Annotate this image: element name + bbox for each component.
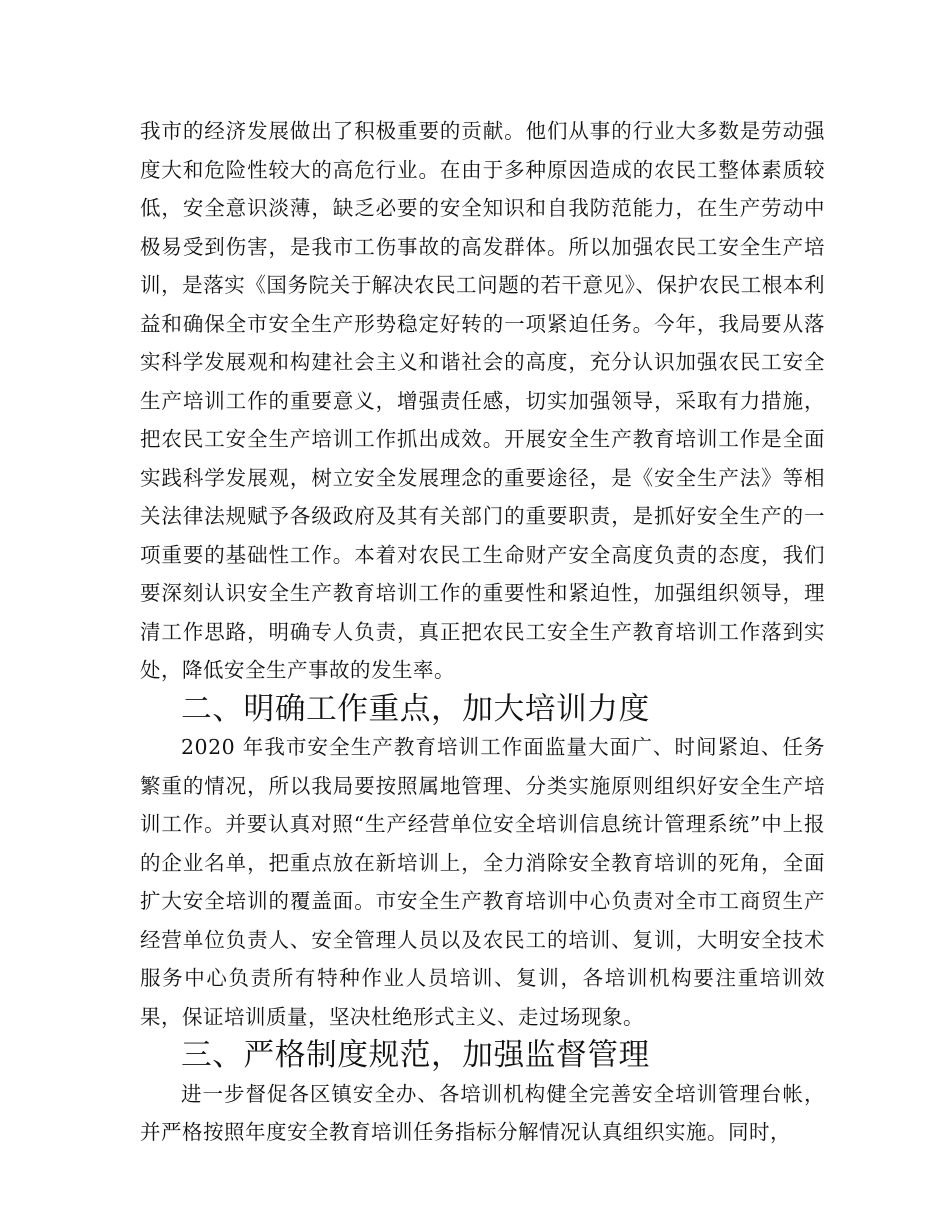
section-heading-3: 三、严格制度规范，加强监督管理	[181, 1037, 650, 1073]
document-body	[140, 112, 825, 1152]
section-heading-2: 二、明确工作重点，加大培训力度	[181, 690, 650, 727]
body-paragraph-section-3: 进一步督促各区镇安全办、各培训机构健全完善安全培训管理台帐，并严格按照年度安全教育培训任务指标分解情况认真组织实施。同时，	[140, 1081, 825, 1144]
body-paragraph-section-2: 2020 年我市安全生产教育培训工作面监量大面广、时间紧迫、任务繁重的情况，所以我局要按照属地管理、分类实施原则组织好安全生产培训工作。并要认真对照“生产经营单位安全培训信息统计管理系统”中上报的企业名单，把重点放在新培训上，全力消除安全教育培训的死角，全面扩大安全培训的覆盖面。市安全生产教育培训中心负责对全市工商贸生产经营单位负责人、安全管理人员以及农民工的培训、复训，大明安全技术服务中心负责所有特种作业人员培训、复训，各培训机构要注重培训效果，保证培训质量，坚决杜绝形式主义、走过场现象。	[140, 735, 825, 1029]
body-paragraph-continued: 我市的经济发展做出了积极重要的贡献。他们从事的行业大多数是劳动强度大和危险性较大的高危行业。在由于多种原因造成的农民工整体素质较低，安全意识淡薄，缺乏必要的安全知识和自我防范能力，在生产劳动中极易受到伤害，是我市工伤事故的高发群体。所以加强农民工安全生产培训，是落实《国务院关于解决农民工问题的若干意见》、保护农民工根本利益和确保全市安全生产形势稳定好转的一项紧迫任务。今年，我局要从落实科学发展观和构建社会主义和谐社会的高度，充分认识加强农民工安全生产培训工作的重要意义，增强责任感，切实加强领导，采取有力措施，把农民工安全生产培训工作抓出成效。开展安全生产教育培训工作是全面实践科学发展观，树立安全发展理念的重要途径，是《安全生产法》等相关法律法规赋予各级政府及其有关部门的重要职责，是抓好安全生产的一项重要的基础性工作。本着对农民工生命财产安全高度负责的态度，我们要深刻认识安全生产教育培训工作的重要性和紧迫性，加强组织领导，理清工作思路，明确专人负责，真正把农民工安全生产教育培训工作落到实处，降低安全生产事故的发生率。	[140, 119, 825, 682]
